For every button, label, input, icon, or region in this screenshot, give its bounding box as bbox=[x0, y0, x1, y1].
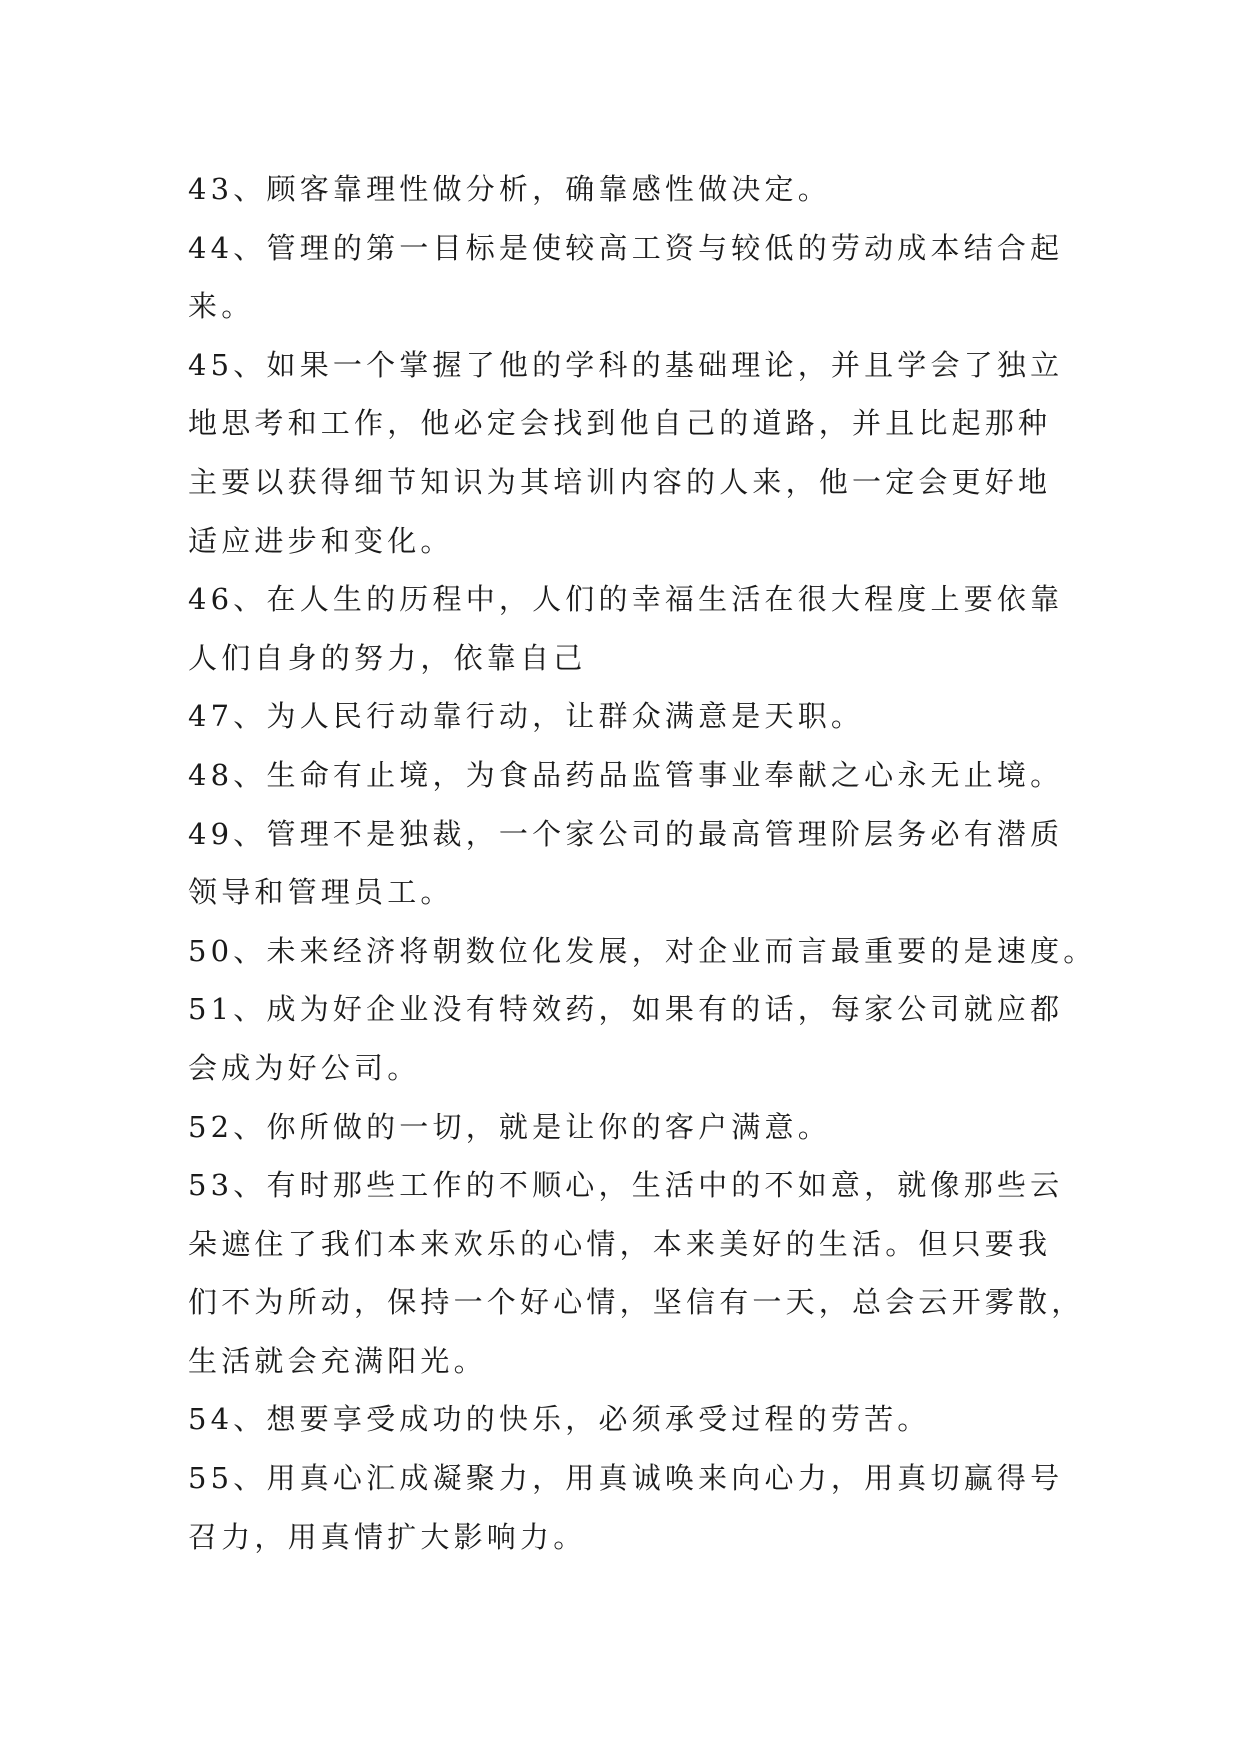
text-line: 领导和管理员工。 bbox=[188, 875, 454, 910]
text-line: 主要以获得细节知识为其培训内容的人来，他一定会更好地 bbox=[188, 464, 1052, 499]
text-line: 地思考和工作，他必定会找到他自己的道路，并且比起那种 bbox=[188, 406, 1052, 441]
text-line: 53、有时那些工作的不顺心，生活中的不如意，就像那些云 bbox=[188, 1168, 1064, 1203]
text-line: 47、为人民行动靠行动，让群众满意是天职。 bbox=[188, 699, 865, 734]
text-line: 46、在人生的历程中，人们的幸福生活在很大程度上要依靠 bbox=[188, 582, 1064, 617]
text-line: 人们自身的努力，依靠自己 bbox=[188, 640, 587, 675]
text-line: 召力，用真情扩大影响力。 bbox=[188, 1519, 587, 1554]
text-line: 48、生命有止境，为食品药品监管事业奉献之心永无止境。 bbox=[188, 757, 1064, 792]
text-line: 适应进步和变化。 bbox=[188, 523, 454, 558]
text-line: 会成为好公司。 bbox=[188, 1050, 421, 1085]
text-line: 44、管理的第一目标是使较高工资与较低的劳动成本结合起 bbox=[188, 230, 1064, 265]
text-line: 朵遮住了我们本来欢乐的心情，本来美好的生活。但只要我 bbox=[188, 1226, 1052, 1261]
text-line: 来。 bbox=[188, 289, 255, 324]
text-line: 49、管理不是独裁，一个家公司的最高管理阶层务必有潜质 bbox=[188, 816, 1064, 851]
text-line: 55、用真心汇成凝聚力，用真诚唤来向心力，用真切赢得号 bbox=[188, 1461, 1064, 1496]
document-body bbox=[188, 160, 1097, 1566]
text-line: 45、如果一个掌握了他的学科的基础理论，并且学会了独立 bbox=[188, 347, 1064, 382]
text-line: 43、顾客靠理性做分析，确靠感性做决定。 bbox=[188, 172, 831, 206]
text-line: 52、你所做的一切，就是让你的客户满意。 bbox=[188, 1109, 831, 1144]
text-line: 们不为所动，保持一个好心情，坚信有一天，总会云开雾散， bbox=[188, 1285, 1085, 1320]
text-line: 54、想要享受成功的快乐，必须承受过程的劳苦。 bbox=[188, 1402, 931, 1437]
text-line: 51、成为好企业没有特效药，如果有的话，每家公司就应都 bbox=[188, 992, 1064, 1027]
text-line: 生活就会充满阳光。 bbox=[188, 1343, 487, 1378]
text-line: 50、未来经济将朝数位化发展，对企业而言最重要的是速度。 bbox=[188, 933, 1097, 968]
